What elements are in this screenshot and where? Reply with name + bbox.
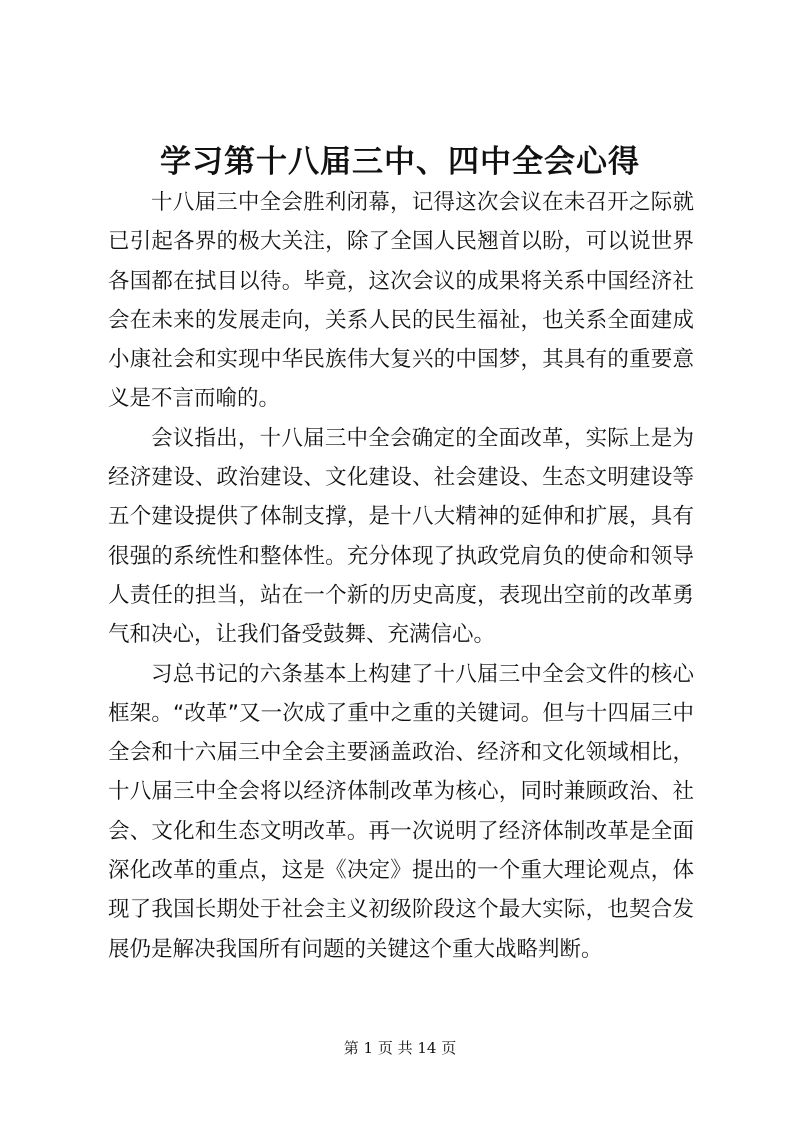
page-indicator: 第 1 页 共 14 页 (343, 1039, 457, 1057)
document-body (108, 183, 694, 969)
paragraph-3: 习总书记的六条基本上构建了十八届三中全会文件的核心框架。“改革”又一次成了重中之重的关键词。但与十四届三中全会和十六届三中全会主要涵盖政治、经济和文化领域相比，十八届三中全会将以经济体制改革为核心，同时兼顾政治、社会、文化和生态文明改革。再一次说明了经济体制改革是全面深化改革的重点，这是《决定》提出的一个重大理论观点，体现了我国长期处于社会主义初级阶段这个最大实际，也契合发展仍是解决我国所有问题的关键这个重大战略判断。 (108, 661, 694, 962)
paragraph-1: 十八届三中全会胜利闭幕，记得这次会议在未召开之际就已引起各界的极大关注，除了全国人民翘首以盼，可以说世界各国都在拭目以待。毕竟，这次会议的成果将关系中国经济社会在未来的发展走向，关系人民的民生福祉，也关系全面建成小康社会和实现中华民族伟大复兴的中国梦，其具有的重要意义是不言而喻的。 (108, 190, 694, 412)
paragraph-2: 会议指出，十八届三中全会确定的全面改革，实际上是为经济建设、政治建设、文化建设、社会建设、生态文明建设等五个建设提供了体制支撑，是十八大精神的延伸和扩展，具有很强的系统性和整体性。充分体现了执政党肩负的使命和领导人责任的担当，站在一个新的历史高度，表现出空前的改革勇气和决心，让我们备受鼓舞、充满信心。 (108, 425, 694, 648)
document-title: 学习第十八届三中、四中全会心得 (160, 144, 640, 180)
